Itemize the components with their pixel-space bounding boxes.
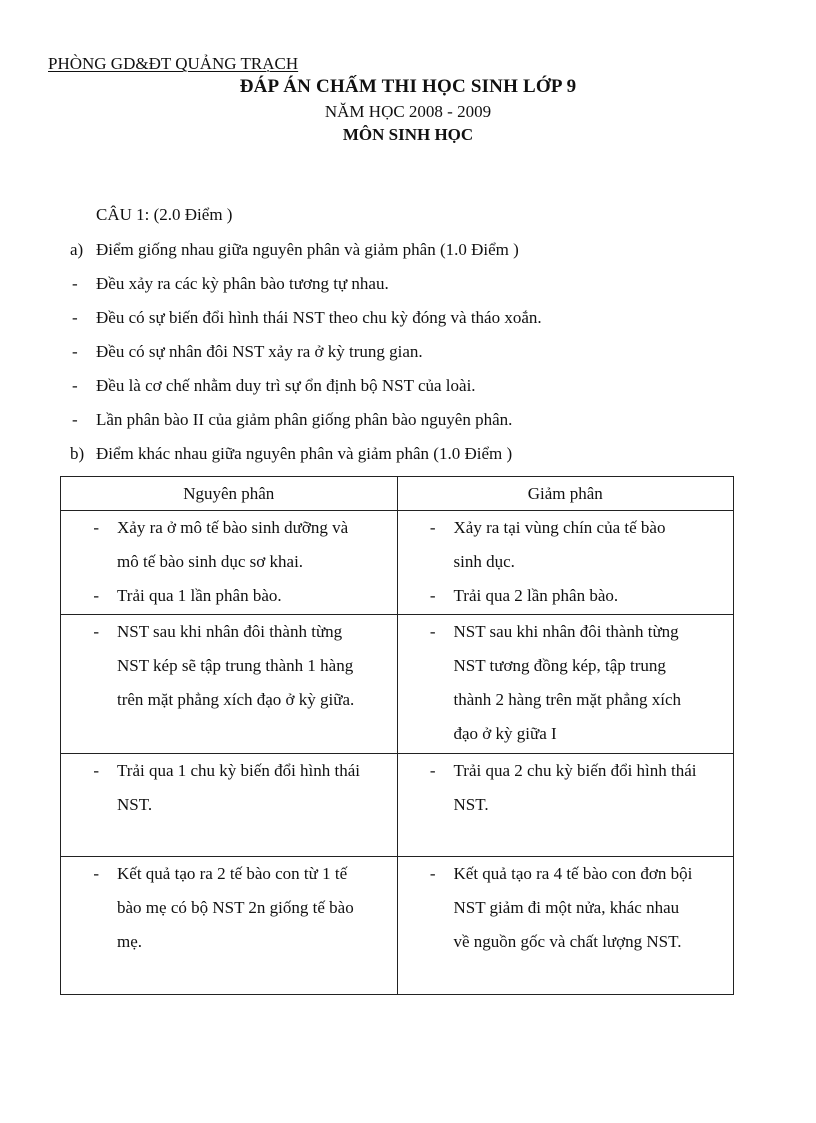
cell-line: NST.	[117, 795, 153, 814]
dash-marker: -	[72, 410, 78, 429]
dash-marker: -	[93, 586, 99, 605]
cell-line: NST.	[453, 795, 489, 814]
mitosis-cell	[61, 511, 398, 615]
mitosis-cell	[61, 615, 398, 754]
table-row	[61, 857, 734, 995]
similarity-text: Đều là cơ chế nhằm duy trì sự ổn định bộ NST của loài.	[96, 376, 476, 395]
similarity-text: Đều xảy ra các kỳ phân bào tương tự nhau.	[96, 274, 389, 293]
question-heading: CÂU 1: (2.0 Điểm )	[96, 205, 233, 224]
table-row	[61, 615, 734, 754]
part-b-marker: b)	[70, 444, 85, 463]
meiosis-cell	[397, 754, 734, 857]
column-header-meiosis: Giảm phân	[397, 477, 734, 511]
similarity-text: Đều có sự biến đổi hình thái NST theo chu kỳ đóng và tháo xoắn.	[96, 308, 542, 327]
cell-line: Xảy ra tại vùng chín của tế bào	[453, 518, 666, 537]
cell-line: Trải qua 1 chu kỳ biến đổi hình thái	[117, 761, 361, 780]
document-title: ĐÁP ÁN CHẤM THI HỌC SINH LỚP 9	[239, 76, 577, 97]
cell-line: thành 2 hàng trên mặt phẳng xích	[453, 690, 682, 709]
meiosis-cell	[397, 857, 734, 995]
dash-marker: -	[72, 376, 78, 395]
cell-line: NST kép sẽ tập trung thành 1 hàng	[117, 656, 354, 675]
part-a-text: Điểm giống nhau giữa nguyên phân và giảm phân (1.0 Điểm )	[96, 240, 519, 259]
cell-line: Trải qua 2 chu kỳ biến đổi hình thái	[453, 761, 697, 780]
dash-marker: -	[429, 586, 436, 605]
similarity-text: Lần phân bào II của giảm phân giống phân bào nguyên phân.	[96, 410, 513, 429]
mitosis-cell	[61, 857, 398, 995]
dash-marker: -	[93, 622, 99, 641]
cell-line: Xảy ra ở mô tế bào sinh dưỡng và	[117, 518, 349, 537]
cell-line: NST giảm đi một nửa, khác nhau	[453, 898, 680, 917]
dash-marker: -	[429, 518, 436, 537]
cell-line: về nguồn gốc và chất lượng NST.	[453, 932, 682, 951]
cell-line: đạo ở kỳ giữa I	[453, 724, 557, 743]
dash-marker: -	[72, 342, 78, 361]
table-row	[61, 754, 734, 857]
part-a-marker: a)	[70, 240, 84, 259]
dash-marker: -	[93, 518, 99, 537]
dash-marker: -	[72, 274, 78, 293]
table-header-row	[61, 477, 734, 511]
cell-line: mẹ.	[117, 932, 143, 951]
dash-marker: -	[429, 864, 436, 883]
meiosis-cell	[397, 615, 734, 754]
cell-line: Trải qua 2 lần phân bào.	[453, 586, 619, 605]
cell-line: Kết quả tạo ra 4 tế bào con đơn bội	[453, 864, 693, 883]
cell-line: Kết quả tạo ra 2 tế bào con từ 1 tế	[117, 864, 348, 883]
column-header-mitosis: Nguyên phân	[61, 477, 398, 511]
dash-marker: -	[93, 864, 99, 883]
table-row	[61, 511, 734, 615]
cell-line: NST sau khi nhân đôi thành từng	[453, 622, 679, 641]
school-year: NĂM HỌC 2008 - 2009	[324, 102, 492, 121]
cell-line: Trải qua 1 lần phân bào.	[117, 586, 282, 605]
dash-marker: -	[93, 761, 99, 780]
comparison-table	[60, 476, 734, 995]
cell-line: NST tương đồng kép, tập trung	[453, 656, 666, 675]
dash-marker: -	[429, 761, 436, 780]
part-b-text: Điểm khác nhau giữa nguyên phân và giảm phân (1.0 Điểm )	[96, 444, 513, 463]
similarity-text: Đều có sự nhân đôi NST xảy ra ở kỳ trung gian.	[96, 342, 423, 361]
cell-line: sinh dục.	[453, 552, 515, 571]
cell-line: mô tế bào sinh dục sơ khai.	[117, 552, 304, 571]
mitosis-cell	[61, 754, 398, 857]
cell-line: bào mẹ có bộ NST 2n giống tế bào	[117, 898, 354, 917]
dash-marker: -	[429, 622, 436, 641]
department-name: PHÒNG GD&ĐT QUẢNG TRẠCH	[48, 54, 299, 73]
subject-title: MÔN SINH HỌC	[342, 125, 474, 144]
cell-line: NST sau khi nhân đôi thành từng	[117, 622, 343, 641]
meiosis-cell	[397, 511, 734, 615]
dash-marker: -	[72, 308, 78, 327]
cell-line: trên mặt phẳng xích đạo ở kỳ giữa.	[117, 690, 355, 709]
